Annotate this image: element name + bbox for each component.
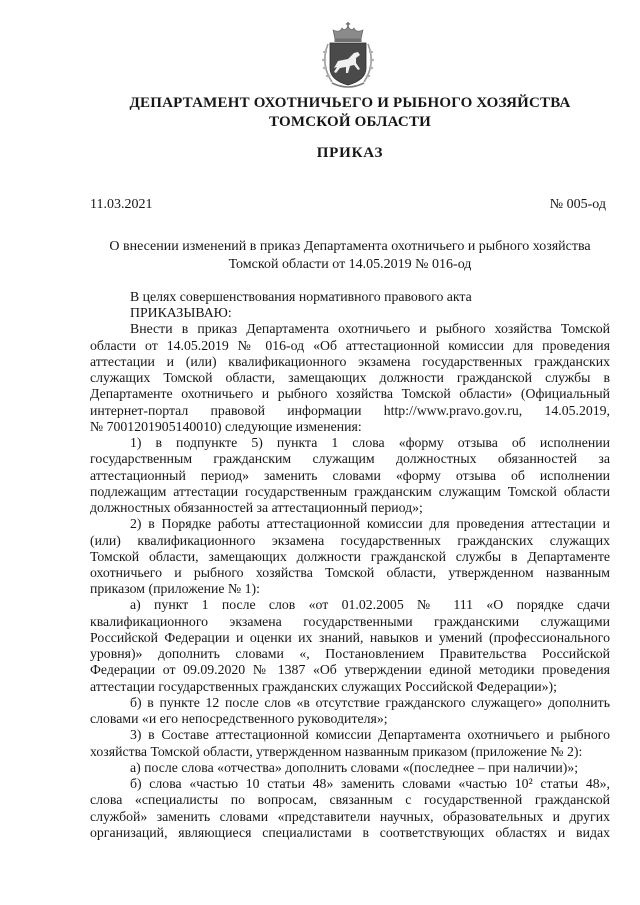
order-text-line: № 7001201905140010) следующие изменения: [90,418,362,434]
order-text-line: должностных обязанностей за аттестационный период»; [90,500,423,516]
order-text-line: (или) квалификационного экзамена государственных гражданских служащих [90,532,610,548]
emblem-crown [333,22,363,42]
order-text-line: 2) в Порядке работы аттестационной комиссии для проведения аттестации и [130,516,610,532]
order-text-line: квалификационного экзамена государственными гражданскими служащими [90,613,610,629]
order-text-line: охотничьего и рыбного хозяйства Томской области, утвержденном названным [90,564,610,580]
order-subject [90,238,610,274]
order-text-line: 1) в подпункте 5) пункта 1 слова «форму отзыва об исполнении [130,435,610,451]
order-text-line: уровня)» дополнить словами «, Постановлением Правительства Российской [90,646,610,662]
order-text-line: б) слова «частью 10 статьи 48» заменить словами «частью 10² статьи 48», [130,776,610,792]
order-text-line: службой» заменить словами «представители научных, образовательных и других [90,808,610,824]
department-name-line-2: ТОМСКОЙ ОБЛАСТИ [268,114,432,130]
order-text-line: Российской Федерации и оценки их знаний, навыков и умений (профессионального [90,629,610,645]
order-text-line: аттестационный период» заменить словами «форму отзыва об исполнении [90,467,610,483]
subject-line: О внесении изменений в приказ Департамента охотничьего и рыбного хозяйства [109,239,591,254]
order-text-line: слова «специалисты по вопросам, связанным с государственной гражданской [90,792,610,808]
order-text-line: хозяйства Томской области, утвержденном названным приказом (приложение № 2): [90,743,583,759]
order-text-line: словами «и его непосредственного руководителя»; [90,711,388,727]
document-type-title: ПРИКАЗ [316,145,384,161]
order-text-line: аттестации и (или) квалификационного экзамена государственных гражданских [90,353,610,369]
order-text-line: 3) в Составе аттестационной комиссии Департамента охотничьего и рыбного [130,727,610,743]
order-text-line: государственным гражданским служащим должностных обязанностей за [90,451,610,467]
order-text-line: В целях совершенствования нормативного правового акта [130,289,472,304]
order-text-line: а) пункт 1 после слов «от 01.02.2005 № 111 «О порядке сдачи [130,597,610,613]
order-text-line: ПРИКАЗЫВАЮ: [130,305,232,321]
subject-line: Томской области от 14.05.2019 № 016-од [228,257,472,272]
order-text-line: Внести в приказ Департамента охотничьего и рыбного хозяйства Томской [130,321,610,337]
order-text-line: а) после слова «отчества» дополнить словами «(последнее – при наличии)»; [130,759,579,775]
order-body [90,289,610,841]
order-date: 11.03.2021 [90,197,153,212]
order-number: № 005-од [549,197,606,212]
date-number-row [90,197,606,213]
order-text-line: организаций, являющиеся специалистами в соответствующих областях и видах [90,824,610,840]
order-text-line: б) в пункте 12 после слов «в отсутствие гражданского служащего» дополнить [130,694,610,710]
order-text-line: области от 14.05.2019 № 016-од «Об аттестационной комиссии для проведения [90,337,610,353]
order-text-line: приказом (приложение № 1): [90,581,260,597]
order-text-line: Федерации от 09.09.2020 № 1387 «Об утверждении единой методики проведения [90,662,610,678]
department-name-line-1: ДЕПАРТАМЕНТ ОХОТНИЧЬЕГО И РЫБНОГО ХОЗЯЙСТВА [129,95,571,111]
order-text-line: Департаменте охотничьего и рыбного хозяйства Томской области» (Официальный [90,386,610,402]
coat-of-arms-icon [318,22,378,90]
order-text-line: подлежащим аттестации государственным гражданским служащим Томской области [90,483,610,499]
order-text-line: служащих Томской области, замещающих должности гражданской службы в [90,370,610,386]
order-text-line: интернет-портал правовой информации http://www.pravo.gov.ru, 14.05.2019, [90,402,610,418]
order-text-line: Томской области, замещающих должности гражданской службы в Департаменте [90,548,610,564]
order-text-line: аттестации государственных гражданских служащих Российской Федерации»); [90,678,557,694]
